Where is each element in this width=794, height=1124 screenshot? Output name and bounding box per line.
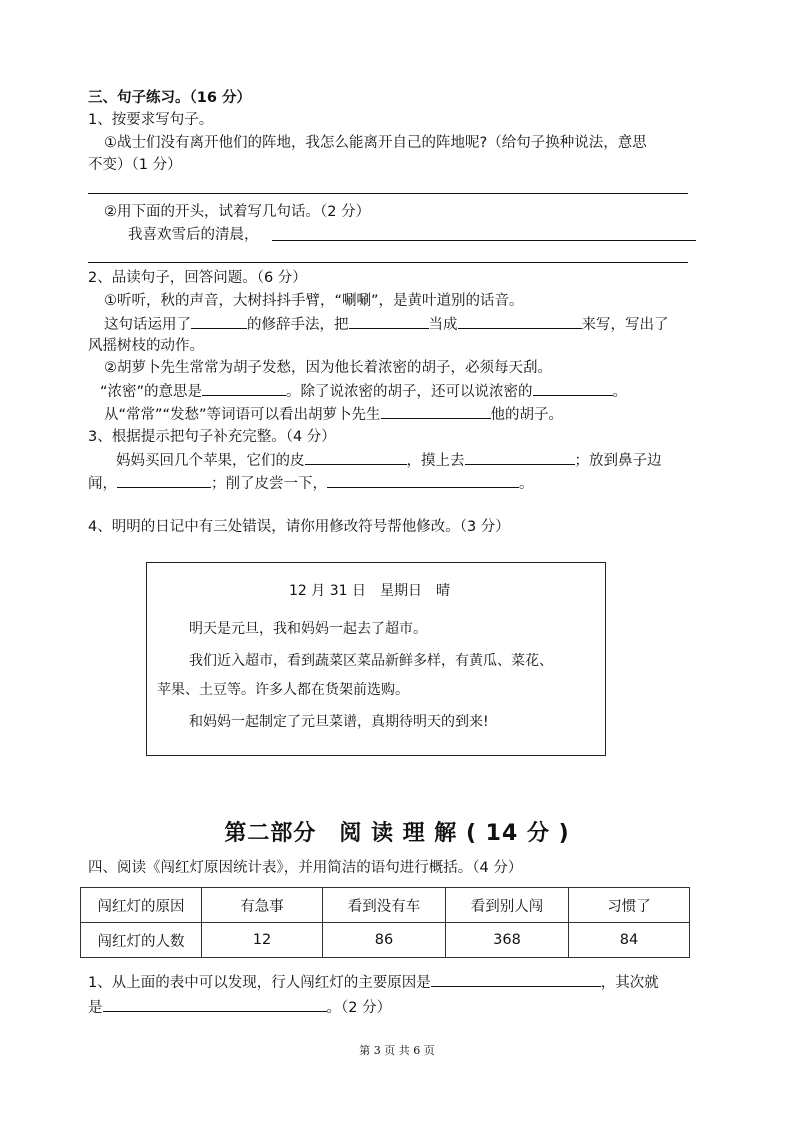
- q2-text-b: 的修辞手法，把: [247, 317, 349, 333]
- q2-text-c: 当成: [428, 317, 458, 333]
- q2-item1-answer-cont: 风摇树枝的动作。: [88, 338, 204, 354]
- q4-title: 4、明明的日记中有三处错误，请你用修改符号帮他修改。（3 分）: [88, 519, 510, 535]
- q2-text-a: 这句话运用了: [104, 317, 191, 333]
- q3-blank-taste[interactable]: [327, 473, 519, 488]
- q2-title: 2、品读句子，回答问题。（6 分）: [88, 270, 307, 286]
- q2-text-i: 他的胡子。: [490, 407, 564, 423]
- q2-blank-dense[interactable]: [533, 381, 613, 396]
- section4-heading: 四、阅读《闯红灯原因统计表》，并用简洁的语句进行概括。（4 分）: [88, 860, 523, 876]
- q2-text-g: 。: [612, 384, 628, 400]
- part2-title: 第二部分 阅 读 理 解 ( 14 分 ): [224, 821, 570, 846]
- table-cell: 习惯了: [569, 888, 690, 923]
- q2-item2: ②胡萝卜先生常常为胡子发愁，因为他长着浓密的胡子，必须每天刮。: [104, 360, 552, 376]
- q2-text-f: 。除了说浓密的胡子，还可以说浓密的: [286, 384, 533, 400]
- q3-blank-smell[interactable]: [117, 473, 211, 488]
- table-cell: 有急事: [202, 888, 323, 923]
- q2-text-e: “浓密”的意思是: [100, 384, 203, 400]
- q1-item2-prompt: 我喜欢雪后的清晨，: [128, 227, 259, 243]
- q2-blank-object[interactable]: [349, 314, 429, 329]
- q1-item1-line1: ①战士们没有离开他们的阵地，我怎么能离开自己的阵地呢?（给句子换种说法，意思: [104, 135, 647, 151]
- q3-text-d: 闻，: [88, 476, 117, 492]
- q3-text-a: 妈妈买回几个苹果，它们的皮: [116, 453, 305, 469]
- diary-paragraph-3: 和妈妈一起制定了元旦菜谱，真期待明天的到来!: [189, 714, 489, 730]
- table-cell: 86: [323, 923, 446, 958]
- q2-item2-answer2: [104, 404, 563, 425]
- table-row: [81, 888, 690, 923]
- q1-answer-line-3[interactable]: [88, 262, 688, 263]
- table-cell: 368: [446, 923, 569, 958]
- part2-q1-text-b: ，其次就: [600, 975, 659, 991]
- section3-heading: 三、句子练习。（16 分）: [88, 90, 251, 106]
- q1-item2: ②用下面的开头，试着写几句话。（2 分）: [104, 204, 371, 220]
- diary-paragraph-2-line1: 我们近入超市，看到蔬菜区菜品新鲜多样，有黄瓜、菜花、: [189, 653, 553, 669]
- q2-item1: ①听听，秋的声音，大树抖抖手臂，“唰唰”，是黄叶道别的话音。: [104, 293, 524, 309]
- table-cell: 看到别人闯: [446, 888, 569, 923]
- q3-line2: [88, 473, 534, 494]
- q3-text-e: ；削了皮尝一下，: [211, 476, 327, 492]
- part2-q1-text-d: 。（2 分）: [326, 1000, 392, 1016]
- table-row: [81, 923, 690, 958]
- q2-item1-answer: [104, 314, 669, 335]
- part2-q1-line1: [88, 972, 659, 993]
- q1-item1-line2: 不变）（1 分）: [88, 157, 182, 173]
- q3-text-c: ；放到鼻子边: [574, 453, 662, 469]
- part2-q1-line2: [88, 997, 391, 1018]
- q1-answer-line-1[interactable]: [88, 193, 688, 194]
- q3-title: 3、根据提示把句子补充完整。（4 分）: [88, 429, 336, 445]
- page-footer: 第 3 页 共 6 页: [359, 1044, 435, 1057]
- table-cell: 闯红灯的原因: [81, 888, 202, 923]
- red-light-table: [80, 887, 690, 958]
- q3-blank-skin[interactable]: [305, 450, 407, 465]
- table-cell: 看到没有车: [323, 888, 446, 923]
- diary-paragraph-1: 明天是元旦，我和妈妈一起去了超市。: [189, 621, 427, 637]
- q2-text-h: 从“常常”“发愁”等词语可以看出胡萝卜先生: [104, 407, 381, 423]
- diary-date: 12 月 31 日 星期日 晴: [289, 583, 450, 599]
- table-cell: 闯红灯的人数: [81, 923, 202, 958]
- q2-blank-attitude[interactable]: [381, 404, 491, 419]
- q3-text-b: ，摸上去: [406, 453, 465, 469]
- part2-q1-text-c: 是: [88, 1000, 103, 1016]
- diary-box: [146, 562, 606, 756]
- q3-line1: [116, 450, 662, 471]
- table-cell: 84: [569, 923, 690, 958]
- q2-item2-answer1: [100, 381, 627, 402]
- diary-paragraph-2-line2: 苹果、土豆等。许多人都在货架前选购。: [157, 682, 409, 698]
- q3-blank-touch[interactable]: [465, 450, 575, 465]
- q2-blank-meaning[interactable]: [202, 381, 286, 396]
- q3-text-f: 。: [519, 476, 534, 492]
- table-cell: 12: [202, 923, 323, 958]
- q2-blank-rhetoric[interactable]: [191, 314, 247, 329]
- part2-q1-blank-main[interactable]: [431, 972, 601, 987]
- q2-text-d: 来写，写出了: [581, 317, 669, 333]
- q1-title: 1、按要求写句子。: [88, 112, 214, 128]
- part2-q1-text-a: 1、从上面的表中可以发现，行人闯红灯的主要原因是: [88, 975, 431, 991]
- q1-answer-line-2[interactable]: [272, 240, 696, 241]
- part2-q1-blank-second[interactable]: [103, 997, 327, 1012]
- q2-blank-as[interactable]: [458, 314, 582, 329]
